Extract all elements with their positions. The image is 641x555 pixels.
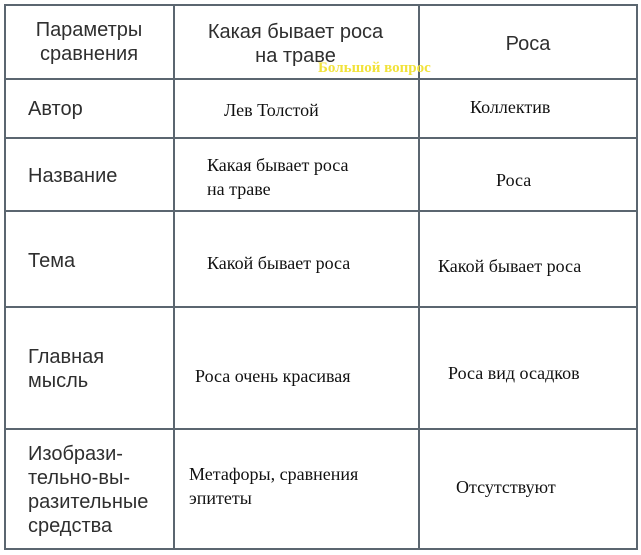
row-title-param: Название — [28, 165, 118, 187]
column-divider-2 — [418, 6, 420, 548]
row-divider-2 — [6, 137, 636, 139]
row-devices-right: Отсутствуют — [456, 477, 556, 497]
row-divider-1 — [6, 78, 636, 80]
comparison-table — [4, 4, 638, 550]
watermark-text: Большой вопрос — [318, 60, 431, 76]
row-theme-left: Какой бывает роса — [207, 253, 351, 273]
row-theme-param: Тема — [28, 250, 76, 272]
row-title-right: Роса — [496, 170, 532, 190]
header-parameters: Параметры сравнения — [35, 19, 143, 65]
row-theme-right: Какой бывает роса — [438, 256, 582, 276]
row-author-param: Автор — [28, 98, 83, 120]
row-author-right: Коллектив — [470, 97, 551, 117]
column-divider-1 — [173, 6, 175, 548]
row-divider-4 — [6, 306, 636, 308]
row-title-left: Какая бывает роса на траве — [207, 155, 349, 199]
row-author-left: Лев Толстой — [224, 100, 319, 120]
row-divider-3 — [6, 210, 636, 212]
header-story-title: Какая бывает роса на траве — [207, 21, 384, 67]
row-idea-left: Роса очень красивая — [195, 366, 351, 386]
row-idea-right: Роса вид осадков — [448, 363, 580, 383]
row-divider-5 — [6, 428, 636, 430]
row-idea-param: Главная мысль — [28, 346, 105, 392]
header-poem-title: Роса — [505, 33, 551, 55]
row-devices-param: Изобрази- тельно-вы- разительные средства — [28, 443, 149, 537]
row-devices-left: Метафоры, сравнения эпитеты — [189, 464, 359, 508]
